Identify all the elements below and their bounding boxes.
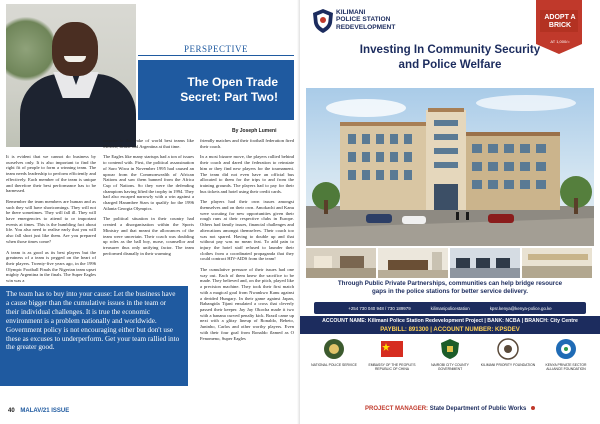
account-line-2: PAYBILL: 891300 | ACCOUNT NUMBER: KPSDEV: [380, 326, 520, 333]
thumbnail-hall: [522, 248, 592, 278]
email-contact[interactable]: kpsr.kenya@kenya-police.go.ke: [489, 305, 552, 311]
kepsa-logo-icon: [555, 338, 577, 360]
article-title: [138, 60, 294, 120]
paragraph: The political situation in their country had created a disorganisation within the Sports Ministry and that meant the allowances of the team were uncertain. Their coach was doubling up roles as the ball boy, nurse, counsellor and treasurer thus only unifying factor. The team performed dismally in their warming: [103, 216, 194, 256]
phone-contact[interactable]: +254 730 040 948 / 730 189979: [348, 305, 411, 311]
partner-logos: [300, 338, 600, 382]
paragraph: surprise in the wake of world best teams like Mexico, Brazil and Argentina at that time.: [103, 138, 194, 149]
page-number: 40: [8, 408, 15, 414]
foundation-seal-icon: [497, 338, 519, 360]
headline-line-2: and Police Welfare: [398, 58, 502, 71]
partner-name: NAIROBI CITY COUNTY GOVERNMENT: [431, 363, 469, 371]
police-crest-icon: [323, 338, 345, 360]
title-line-2: Secret: Part Two!: [180, 90, 278, 104]
byline: By Joseph Lumeni: [232, 128, 277, 134]
partner-name: KILIMANI PRIORITY FOUNDATION: [480, 363, 536, 367]
project-manager-line: [300, 406, 600, 412]
author-photo: [6, 4, 136, 147]
police-station-rendering: [306, 88, 594, 246]
thumbnail-interior: [306, 248, 376, 278]
partner-china-embassy: [364, 338, 420, 371]
thumbnail-office: [450, 248, 520, 278]
brand-line-1: KILIMANI: [336, 9, 366, 16]
gallery-thumbnails: [306, 248, 594, 278]
adopt-line-1: ADOPT A: [544, 14, 576, 21]
title-line-1: The Open Trade: [187, 75, 278, 89]
paragraph: The cumulative pressure of their issues had one way out. Each of them knew the sacrifice to be made. They believed and, on the pitch, played like a precision machine. They took their first match with a magical goal from Nwankwo Kanu against a derided Hungary. In their game against Japan, Babangida Tijani emulated a cross that cleverly passed their keeper. Jay Jay Okocha made it two with a banana curved penalty kick. Brazil came up next with a glitzy lineup of Ronaldo, Bebeto, Juninho, Carlos and other worthy players. Even with their four goal from Ronaldo flamed as O Fenomeno, Super Eagles: [200, 267, 294, 341]
page-footer: [8, 408, 69, 414]
paragraph: It is evident that we cannot do business by ourselves only. It is also important to find the right fit of people to form a winning team. The team needs leadership to perform efficiently and effectively. Each member of the team is unique and therefore their best performance has to be harnessed.: [6, 154, 96, 194]
project-manager-label: PROJECT MANAGER:: [365, 406, 429, 412]
paragraph: friendly matches and their football federation fired their coach.: [200, 138, 294, 149]
adopt-badge-text: [540, 14, 580, 30]
partner-name: EMBASSY OF THE PEOPLE'S REPUBLIC OF CHINA: [368, 363, 416, 371]
pull-quote: The team has to buy into your cause: Let the business have a cause bigger than the cumulative issues in the team or their individual challenges. It is true the economic environment is a problem nationally and worldwide. Government policy is not encouraging either but don't use these as excuses to underperform. Get your team rallied into the greater good.: [0, 286, 188, 386]
ad-tagline: [314, 280, 586, 296]
contact-bar: [314, 302, 586, 314]
adopt-badge-subtext: AT 1,000/=: [550, 39, 570, 44]
brand-name: [336, 9, 395, 31]
county-emblem-icon: [439, 338, 461, 360]
section-label: PERSPECTIVE: [138, 44, 294, 56]
partner-name: KENYA PRIVATE SECTOR ALLIANCE FOUNDATION: [545, 363, 587, 371]
right-page: [300, 0, 600, 424]
account-line-1: ACCOUNT NAME: Kilimani Police Station Redevelopment Project | BANK: NCBA | BRANCH: City Centre: [322, 318, 578, 324]
paragraph: In a most bizarre move, the players rallied behind their coach and dared the federation to reinstate him or they find new players for the tournament. The team did not even have an official bus allocated to them for the trips to and from the training grounds. The players had to pay for their bus tickets and hotel using their credit cards.: [200, 154, 294, 194]
thumbnail-reception: [378, 248, 448, 278]
headline-line-1: Investing In Community Security: [359, 43, 541, 56]
partner-nairobi-county: [422, 338, 478, 371]
partner-kilimani-foundation: [480, 338, 536, 367]
magazine-issue: MALAV/21 ISSUE: [20, 408, 70, 414]
social-contact[interactable]: kilimanipolicestation: [430, 305, 470, 311]
article-column-3: [200, 138, 294, 354]
paragraph: The players had their own issues amongst themselves and on their own. Amokachi and Kanu were scouting for new opportunities given their rough runs at their respective clubs in Europe. Others had family issues, financial challenges and altercations amongst themselves. Their coach too was not spared. Having to double up and that without pay was no mean feat. To add pain to injury the hotel staff refused to launder their clothes from a coordinated propaganda that they could contract HIV-AIDS from the team!: [200, 199, 294, 262]
account-details: [300, 316, 600, 334]
project-manager-value: State Department of Public Works: [429, 406, 527, 412]
paragraph: A team is as good as its best players but the greatness of a team is pegged on the heart of their players. Twenty-five years ago, in the 1996 Olympic Football Finals the Nigerian team upset mighty Argentina in the finals. The Super Eagles win was a: [6, 249, 96, 284]
ad-headline: [310, 42, 590, 72]
partner-name: NATIONAL POLICE SERVICE: [311, 363, 357, 367]
paragraph: Remember the team members are human and as such they will have shortcomings. They will not be there sometimes. They will fall ill. They will have emergencies to attend to or important events at times. This is the humbling fact about life. You also need to realise early that you will also fall short just like them. Are you prepared when those times come?: [6, 198, 96, 244]
tagline-line-1: Through Public Private Partnerships, communities can help bridge resource: [337, 280, 563, 287]
tagline-line-2: gaps in the police stations for better service delivery.: [372, 288, 528, 295]
china-flag-icon: [381, 338, 403, 360]
partner-kepsa-foundation: [538, 338, 594, 371]
brand-line-2: POLICE STATION: [336, 16, 391, 24]
brand-line-3: REDEVELOPMENT: [336, 23, 396, 31]
partner-police: [306, 338, 362, 367]
police-shield-icon: [312, 8, 334, 34]
paragraph: The Eagles like many startups had a ton of issues to contend with. First, the political assassination of Saro Wiwa in November 1995 had caused an uproar from the Commonwealth of African Nations and saw them banned from the Africa Cup of Nations. So they were the defending champions having lifted the trophy in 1994. They had also escaped narrowly with a win against a charged Harambee Stars to qualify for the 1996 Atlanta Georgia Olympics.: [103, 154, 195, 211]
bullet-icon: [531, 406, 535, 410]
adopt-line-2: BRICK: [548, 22, 572, 29]
